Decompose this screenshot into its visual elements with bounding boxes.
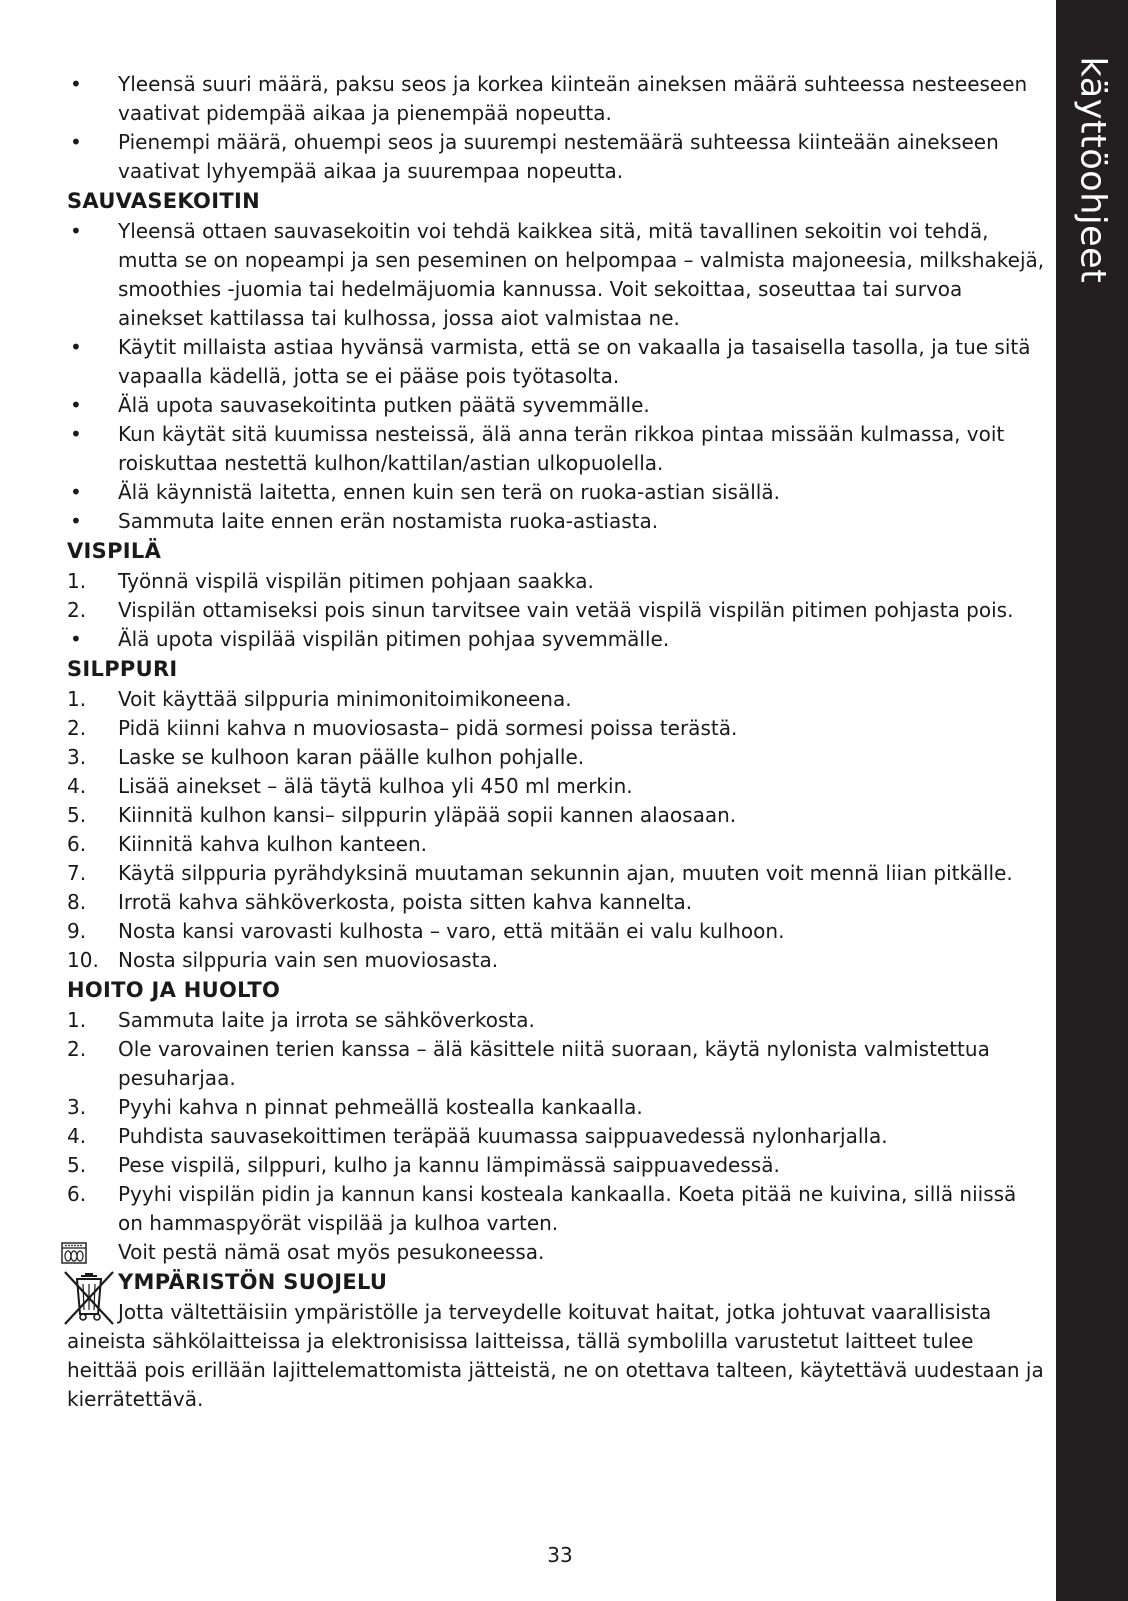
- list-item: 7. Käytä silppuria pyrähdyksinä muutaman sekunnin ajan, muuten voit mennä liian pitkälle.: [67, 861, 1013, 885]
- environment-section: [67, 1267, 1047, 1414]
- list-item: 6. Kiinnitä kahva kulhon kanteen.: [67, 832, 427, 856]
- list-item: 4. Puhdista sauvasekoittimen teräpää kuumassa saippuavedessä nylonharjalla.: [67, 1124, 888, 1148]
- list-item: 2. Ole varovainen terien kanssa – älä käsittele niitä suoraan, käytä nylonista valmistettua pesuharjaa.: [67, 1037, 990, 1090]
- list-item: 2. Vispilän ottamiseksi pois sinun tarvitsee vain vetää vispilä vispilän pitimen pohjasta pois.: [67, 598, 1014, 622]
- list-item: 3. Laske se kulhoon karan päälle kulhon pohjalle.: [67, 745, 585, 769]
- page-content: [67, 70, 1047, 1414]
- list-item: 1. Voit käyttää silppuria minimonitoimikoneena.: [67, 687, 572, 711]
- chapter-tab-label: käyttöohjeet: [1072, 56, 1113, 284]
- sauvasekoitin-list: [67, 217, 1047, 536]
- crossed-out-bin-icon: [61, 1268, 117, 1336]
- section-heading-hoito: HOITO JA HUOLTO: [67, 978, 281, 1002]
- list-item: 2. Pidä kiinni kahva n muoviosasta– pidä sormesi poissa terästä.: [67, 716, 738, 740]
- list-item: • Käytit millaista astiaa hyvänsä varmista, että se on vakaalla ja tasaisella tasolla, ja tue sitä vapaalla kädellä, jotta se ei pääse pois työtasolta.: [70, 335, 1031, 388]
- section-heading-ymparisto: YMPÄRISTÖN SUOJELU: [118, 1270, 388, 1294]
- list-item: • Sammuta laite ennen erän nostamista ruoka-astiasta.: [70, 509, 659, 533]
- silppuri-list: [67, 685, 1047, 975]
- list-item: 5. Kiinnitä kulhon kansi– silppurin yläpää sopii kannen alaosaan.: [67, 803, 737, 827]
- list-item: 6. Pyyhi vispilän pidin ja kannun kansi kosteala kankaalla. Koeta pitää ne kuivina, sillä niissä on hammaspyörät vispilää ja kulhoa varten.: [67, 1182, 1017, 1235]
- list-item: 3. Pyyhi kahva n pinnat pehmeällä kostealla kankaalla.: [67, 1095, 643, 1119]
- page-number: 33: [547, 1543, 573, 1567]
- hoito-list: [67, 1006, 1047, 1267]
- list-item: 1. Työnnä vispilä vispilän pitimen pohjaan saakka.: [67, 569, 594, 593]
- environment-heading-row: [67, 1267, 1047, 1298]
- list-item: 10. Nosta silppuria vain sen muoviosasta.: [67, 948, 499, 972]
- vispila-list: [67, 567, 1047, 654]
- list-item: 1. Sammuta laite ja irrota se sähköverkosta.: [67, 1008, 535, 1032]
- list-item: • Yleensä ottaen sauvasekoitin voi tehdä kaikkea sitä, mitä tavallinen sekoitin voi tehdä, mutta se on nopeampi ja sen peseminen on helpompaa – valmista majoneesia, milkshakejä, smoothies -juomia tai hedelmäjuomia kannussa. Voit sekoittaa, soseuttaa tai survoa ainekset kattilassa tai kulhossa, jossa aiot valmistaa ne.: [70, 219, 1045, 330]
- section-heading-sauvasekoitin: SAUVASEKOITIN: [67, 189, 260, 213]
- list-item: 9. Nosta kansi varovasti kulhosta – varo, että mitään ei valu kulhoon.: [67, 919, 785, 943]
- list-item: • Älä käynnistä laitetta, ennen kuin sen terä on ruoka-astian sisällä.: [70, 480, 780, 504]
- list-item: • Pienempi määrä, ohuempi seos ja suurempi nestemäärä suhteessa kiinteään ainekseen vaativat lyhyempää aikaa ja suurempaa nopeutta.: [70, 130, 999, 183]
- section-heading-silppuri: SILPPURI: [67, 657, 178, 681]
- list-item: • Kun käytät sitä kuumissa nesteissä, älä anna terän rikkoa pintaa missään kulmassa, voit roiskuttaa nestettä kulhon/kattilan/astian ulkopuolella.: [70, 422, 1005, 475]
- dishwasher-note: Voit pestä nämä osat myös pesukoneessa.: [67, 1238, 1047, 1267]
- list-item: • Yleensä suuri määrä, paksu seos ja korkea kiinteän aineksen määrä suhteessa nesteeseen vaativat pidempää aikaa ja pienempää nopeutta.: [70, 72, 1028, 125]
- environment-text-rest: aineista sähkölaitteissa ja elektronisissa laitteissa, tällä symbolilla varustetut laitteet tulee heittää pois erillään lajittelemattomista jätteistä, ne on otettava talteen, käytettävä uudestaan ja kierrätettävä.: [67, 1329, 1044, 1411]
- list-item: 5. Pese vispilä, silppuri, kulho ja kannu lämpimässä saippuavedessä.: [67, 1153, 780, 1177]
- environment-text-first: Jotta vältettäisiin ympäristölle ja terveydelle koituvat haitat, jotka johtuvat vaarallisista: [118, 1300, 992, 1324]
- list-item: • Älä upota sauvasekoitinta putken päätä syvemmälle.: [70, 393, 650, 417]
- list-item: • Älä upota vispilää vispilän pitimen pohjaa syvemmälle.: [70, 627, 670, 651]
- list-item: 8. Irrotä kahva sähköverkosta, poista sitten kahva kannelta.: [67, 890, 693, 914]
- list-item: 4. Lisää ainekset – älä täytä kulhoa yli 450 ml merkin.: [67, 774, 633, 798]
- chapter-tab-label-wrap: [1056, 0, 1128, 340]
- intro-list: [67, 70, 1047, 186]
- section-heading-vispila: VISPILÄ: [67, 539, 162, 563]
